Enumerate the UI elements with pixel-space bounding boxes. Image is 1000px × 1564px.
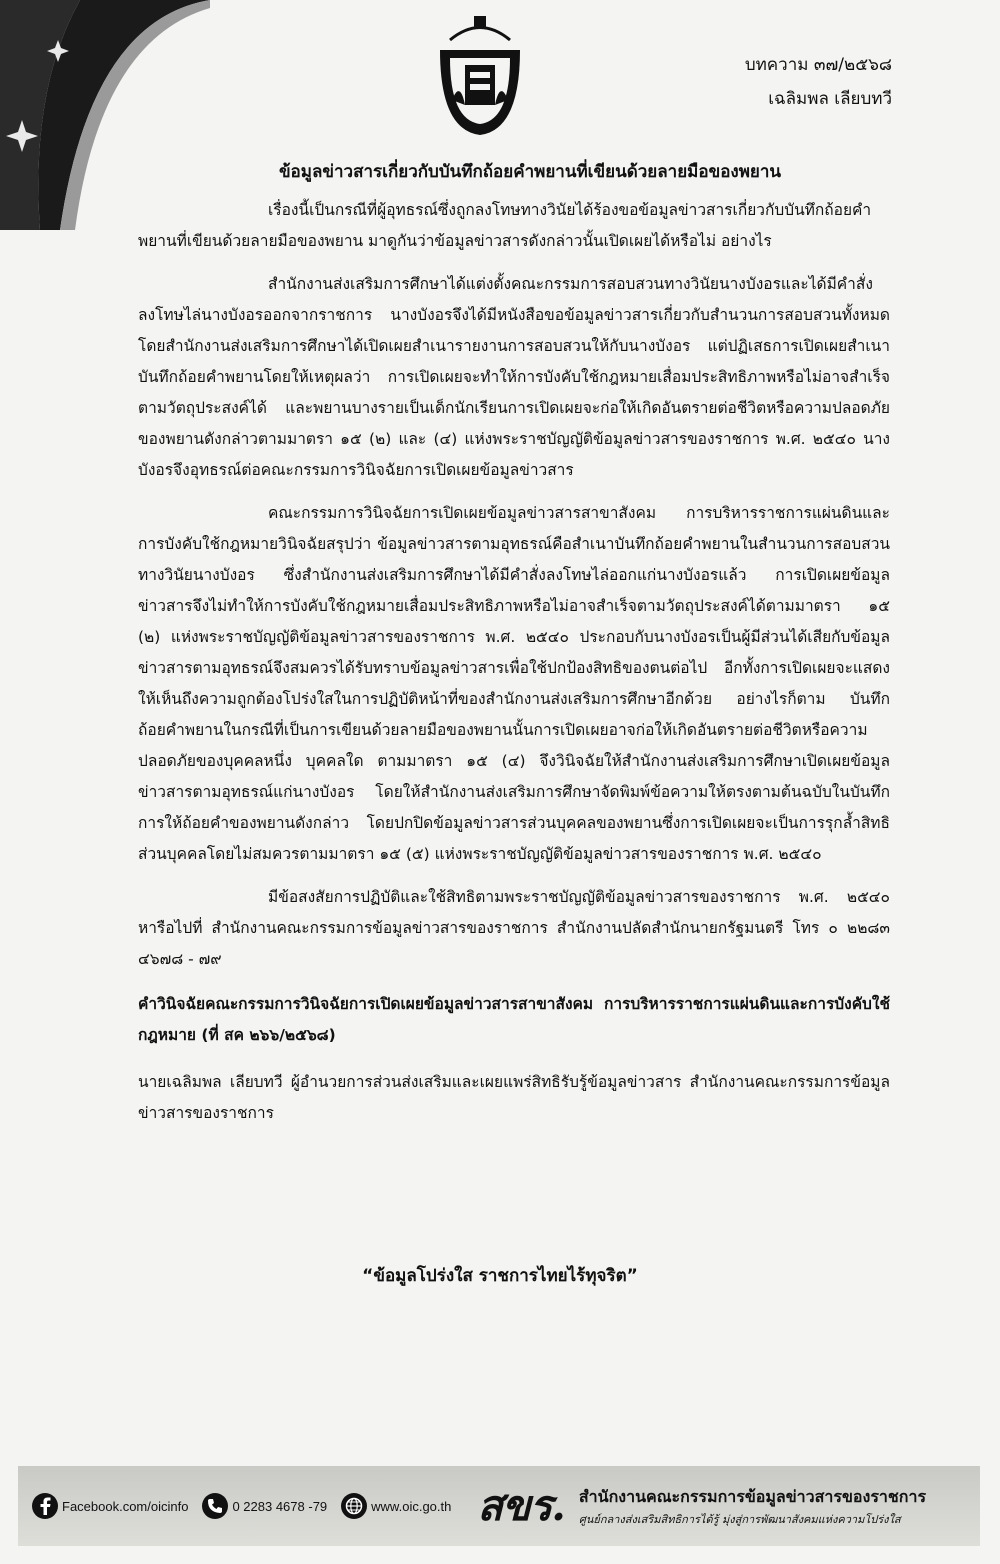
- oic-tagline: ศูนย์กลางส่งเสริมสิทธิการได้รู้ มุ่งสู่การพัฒนาสังคมแห่งความโปร่งใส: [578, 1512, 901, 1526]
- facebook-link[interactable]: [32, 1493, 188, 1519]
- phone-icon: [202, 1493, 228, 1519]
- paragraph-ruling: คณะกรรมการวินิจฉัยการเปิดเผยข้อมูลข่าวสารสาขาสังคม การบริหารราชการแผ่นดินและการบังคับใช้กฎหมายวินิจฉัยสรุปว่า ข้อมูลข่าวสารตามอุทธรณ์คือสำเนาบันทึกถ้อยคำพยานในสำนวนการสอบสวนทางวินัยนางบังอร ซึ่งสำนักงานส่งเสริมการศึกษาได้มีคำสั่งลงโทษไล่ออกแก่นางบังอรแล้ว การเปิดเผยข้อมูลข่าวสารจึงไม่ทำให้การบังคับใช้กฎหมายเสื่อมประสิทธิภาพหรือไม่อาจสำเร็จตามวัตถุประสงค์ได้ตามมาตรา ๑๕ (๒) แห่งพระราชบัญญัติข้อมูลข่าวสารของราชการ พ.ศ. ๒๕๔๐ ประกอบกับนางบังอรเป็นผู้มีส่วนได้เสียกับข้อมูลข่าวสารตามอุทธรณ์จึงสมควรได้รับทราบข้อมูลข่าวสารเพื่อใช้ปกป้องสิทธิของตนต่อไป อีกทั้งการเปิดเผยจะแสดงให้เห็นถึงความถูกต้องโปร่งใสในการปฏิบัติหน้าที่ของสำนักงานส่งเสริมการศึกษาอีกด้วย อย่างไรก็ตาม บันทึกถ้อยคำพยานในกรณีที่เป็นการเขียนด้วยลายมือของพยานนั้นการเปิดเผยอาจก่อให้เกิดอันตรายต่อชีวิตหรือความปลอดภัยของบุคคลหนึ่ง บุคคลใด ตามมาตรา ๑๕ (๔) จึงวินิจฉัยให้สำนักงานส่งเสริมการศึกษาเปิดเผยข้อมูลข่าวสารตามอุทธรณ์แก่นางบังอร โดยให้สำนักงานส่งเสริมการศึกษาจัดพิมพ์ข้อความให้ตรงตามต้นฉบับในบันทึกการให้ถ้อยคำของพยานดังกล่าว โดยปกปิดข้อมูลข่าวสารส่วนบุคคลของพยานซึ่งการเปิดเผยจะเป็นการรุกล้ำสิทธิส่วนบุคคลโดยไม่สมควรตามมาตรา ๑๕ (๕) แห่งพระราชบัญญัติข้อมูลข่าวสารของราชการ พ.ศ. ๒๕๔๐: [138, 504, 890, 863]
- oic-org-block: [579, 1485, 926, 1528]
- government-emblem: [430, 10, 530, 140]
- oic-logo: สขร.: [477, 1481, 565, 1530]
- website-link[interactable]: [341, 1493, 451, 1519]
- document-body: [138, 195, 890, 1141]
- facebook-text: Facebook.com/oicinfo: [62, 1498, 189, 1514]
- motto: “ข้อมูลโปร่งใส ราชการไทยไร้ทุจริต”: [362, 1266, 638, 1286]
- oic-org-name: สำนักงานคณะกรรมการข้อมูลข่าวสารของราชการ: [578, 1486, 927, 1506]
- globe-icon: [341, 1493, 367, 1519]
- paragraph-intro: เรื่องนี้เป็นกรณีที่ผู้อุทธรณ์ซึ่งถูกลงโทษทางวินัยได้ร้องขอข้อมูลข่าวสารเกี่ยวกับบันทึกถ้อยคำพยานที่เขียนด้วยลายมือของพยาน มาดูกันว่าข้อมูลข่าวสารดังกล่าวนั้นเปิดเผยได้หรือไม่ อย่างไร: [138, 201, 872, 250]
- article-meta: [745, 48, 892, 116]
- author-line: นายเฉลิมพล เลียบทวี ผู้อำนวยการส่วนส่งเสริมและเผยแพร่สิทธิรับรู้ข้อมูลข่าวสาร สำนักงานคณะกรรมการข้อมูลข่าวสารของราชการ: [138, 1073, 890, 1122]
- website-text: www.oic.go.th: [371, 1498, 452, 1514]
- ruling-reference: คำวินิจฉัยคณะกรรมการวินิจฉัยการเปิดเผยข้อมูลข่าวสารสาขาสังคม การบริหารราชการแผ่นดินและการบังคับใช้กฎหมาย (ที่ สค ๒๖๖/๒๕๖๘): [138, 995, 890, 1044]
- phone-text: 0 2283 4678 -79: [232, 1498, 328, 1514]
- paragraph-contact: มีข้อสงสัยการปฏิบัติและใช้สิทธิตามพระราชบัญญัติข้อมูลข่าวสารของราชการ พ.ศ. ๒๕๔๐ หารือไปที่ สำนักงานคณะกรรมการข้อมูลข่าวสารของราชการ สำนักงานปลัดสำนักนายกรัฐมนตรี โทร ๐ ๒๒๘๓ ๔๖๗๘ - ๗๙: [138, 888, 890, 968]
- phone-contact[interactable]: [202, 1493, 327, 1519]
- article-number: บทความ ๓๗/๒๕๖๘: [744, 55, 892, 75]
- author-name: เฉลิมพล เลียบทวี: [768, 89, 892, 109]
- document-title: ข้อมูลข่าวสารเกี่ยวกับบันทึกถ้อยคำพยานที่เขียนด้วยลายมือของพยาน: [278, 162, 782, 182]
- paragraph-facts: สำนักงานส่งเสริมการศึกษาได้แต่งตั้งคณะกรรมการสอบสวนทางวินัยนางบังอรและได้มีคำสั่งลงโทษไล่นางบังอรออกจากราชการ นางบังอรจึงได้มีหนังสือขอข้อมูลข่าวสารเกี่ยวกับสำนวนการสอบสวนทั้งหมด โดยสำนักงานส่งเสริมการศึกษาได้เปิดเผยสำเนารายงานการสอบสวนให้กับนางบังอร แต่ปฏิเสธการเปิดเผยสำเนาบันทึกถ้อยคำพยานโดยให้เหตุผลว่า การเปิดเผยจะทำให้การบังคับใช้กฎหมายเสื่อมประสิทธิภาพหรือไม่อาจสำเร็จตามวัตถุประสงค์ได้ และพยานบางรายเป็นเด็กนักเรียนการเปิดเผยจะก่อให้เกิดอันตรายต่อชีวิตหรือความปลอดภัยของพยานดังกล่าวตามมาตรา ๑๕ (๒) และ (๔) แห่งพระราชบัญญัติข้อมูลข่าวสารของราชการ พ.ศ. ๒๕๔๐ นางบังอรจึงอุทธรณ์ต่อคณะกรรมการวินิจฉัยการเปิดเผยข้อมูลข่าวสาร: [138, 275, 890, 479]
- facebook-icon: [32, 1493, 58, 1519]
- footer-banner: [18, 1466, 980, 1546]
